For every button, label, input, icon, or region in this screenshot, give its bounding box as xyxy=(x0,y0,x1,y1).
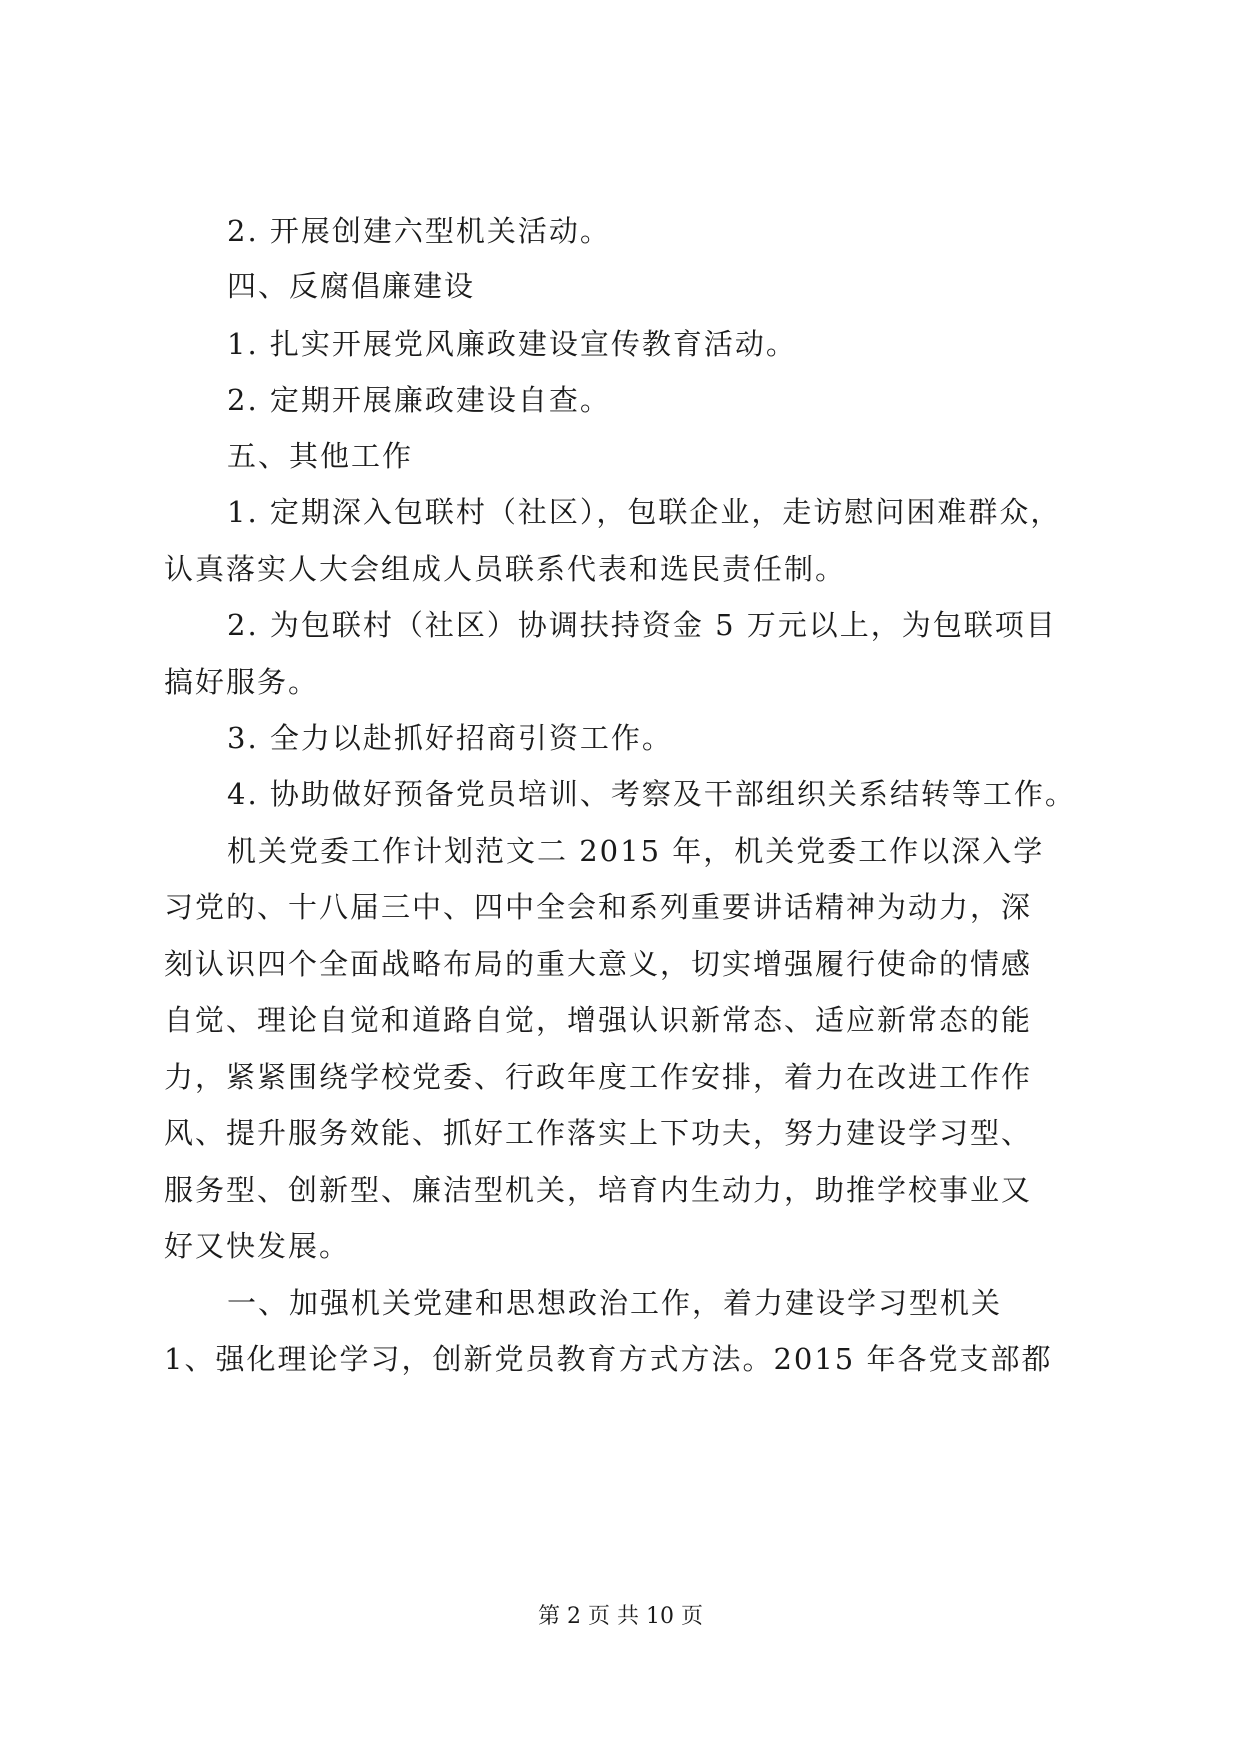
paragraph-line: 自觉、理论自觉和道路自觉，增强认识新常态、适应新常态的能 xyxy=(164,1003,1033,1037)
paragraph-line: 好又快发展。 xyxy=(164,1229,351,1263)
paragraph-line: 搞好服务。 xyxy=(164,665,320,699)
paragraph-line: 2. 开展创建六型机关活动。 xyxy=(227,214,611,248)
section-heading: 四、反腐倡廉建设 xyxy=(227,269,476,303)
paragraph-line: 2. 为包联村（社区）协调扶持资金 5 万元以上，为包联项目 xyxy=(227,608,1057,642)
paragraph-line: 1. 定期深入包联村（社区），包联企业，走访慰问困难群众， xyxy=(227,495,1062,529)
section-heading: 一、加强机关党建和思想政治工作，着力建设学习型机关 xyxy=(227,1286,1003,1320)
paragraph-line: 服务型、创新型、廉洁型机关，培育内生动力，助推学校事业又 xyxy=(164,1173,1033,1207)
paragraph-line: 机关党委工作计划范文二 2015 年，机关党委工作以深入学 xyxy=(227,834,1045,868)
paragraph-line: 认真落实人大会组成人员联系代表和选民责任制。 xyxy=(164,552,847,586)
page-number-footer: 第 2 页 共 10 页 xyxy=(538,1604,703,1629)
paragraph-line: 1、强化理论学习，创新党员教育方式方法。2015 年各党支部都 xyxy=(164,1342,1053,1376)
paragraph-line: 2. 定期开展廉政建设自查。 xyxy=(227,383,611,417)
paragraph-line: 风、提升服务效能、抓好工作落实上下功夫，努力建设学习型、 xyxy=(164,1116,1033,1150)
paragraph-line: 4. 协助做好预备党员培训、考察及干部组织关系结转等工作。 xyxy=(227,777,1076,811)
paragraph-line: 刻认识四个全面战略布局的重大意义，切实增强履行使命的情感 xyxy=(164,947,1033,981)
paragraph-line: 习党的、十八届三中、四中全会和系列重要讲话精神为动力，深 xyxy=(164,890,1033,924)
section-heading: 五、其他工作 xyxy=(227,439,414,473)
paragraph-line: 力，紧紧围绕学校党委、行政年度工作安排，着力在改进工作作 xyxy=(164,1060,1033,1094)
paragraph-line: 1. 扎实开展党风廉政建设宣传教育活动。 xyxy=(227,327,797,361)
paragraph-line: 3. 全力以赴抓好招商引资工作。 xyxy=(227,721,673,755)
